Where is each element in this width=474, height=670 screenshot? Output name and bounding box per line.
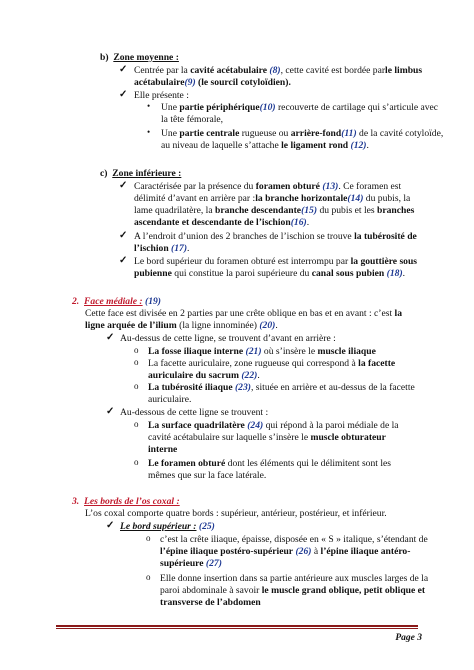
text: au niveau de laquelle s’attache [161, 140, 282, 151]
ref: (16) [290, 217, 307, 228]
section-c-heading [100, 168, 181, 179]
check-icon: ✓ [106, 520, 115, 531]
ref: (10) [259, 102, 276, 113]
fm-b3: interne [148, 444, 178, 455]
term: muscle iliaque [317, 346, 376, 357]
zi-line-7 [134, 256, 417, 267]
term: supérieure [160, 558, 204, 569]
text: recouverte de cartilage qui s’articule avec [275, 102, 439, 113]
page-number: Page 3 [395, 633, 422, 643]
fm-a5: auriculaire. [148, 394, 192, 405]
text: . [275, 320, 278, 331]
text: (la ligne innominée) [176, 320, 260, 331]
zi-line-2 [134, 193, 410, 204]
text: Centrée par la [134, 65, 191, 76]
text: cavité acétabulaire sur laquelle s’insère le [148, 432, 311, 443]
term: La fosse iliaque interne [148, 346, 244, 357]
text: lame quadrilatère, la [134, 205, 215, 216]
term: le ligament rond [281, 140, 349, 151]
text: Une [161, 128, 180, 139]
text: Caractérisée par la présence du [134, 181, 256, 192]
term: ligne arquée de l’ilium [85, 320, 177, 331]
ref: (26) [293, 546, 312, 557]
ref: (23) [232, 382, 251, 393]
term: la gouttière sous [350, 256, 418, 267]
zi-line-8 [134, 268, 405, 279]
ref: (18) [384, 268, 403, 279]
zm-line-7 [161, 140, 369, 151]
term: pubienne [134, 268, 172, 279]
section-3-number: 3. [72, 496, 80, 507]
term: partie périphérique [179, 102, 260, 113]
check-icon: ✓ [119, 64, 128, 75]
bullet-icon: • [147, 127, 151, 137]
term: la [394, 308, 402, 319]
term: (le sourcil cotyloïdien). [195, 77, 291, 88]
text: qui constitue la paroi supérieure du [171, 268, 312, 279]
section-b-label: b) [100, 52, 109, 63]
term: La tubérosité iliaque [148, 382, 233, 393]
fm-a2 [148, 358, 395, 369]
text: délimité d’avant en arrière par : [134, 193, 256, 204]
term: ascendante et descendante de l’ischion [134, 217, 291, 228]
text: Le bord supérieur du foramen obturé est interrompu par [134, 256, 351, 267]
term: cavité acétabulaire [190, 65, 268, 76]
section-b-title: Zone moyenne : [113, 52, 179, 63]
section-c-title: Zone inférieure : [112, 168, 182, 179]
fm-a3 [148, 370, 260, 381]
bords-c2 [160, 546, 410, 557]
zm-line-4 [161, 102, 438, 113]
text: qui répond à la paroi médiale de la [263, 420, 399, 431]
text: de la cavité cotyloïde, [356, 128, 444, 139]
footer-rule [56, 625, 418, 627]
check-icon: ✓ [119, 89, 128, 100]
zm-line-2 [134, 77, 291, 88]
ref: (8) [267, 65, 281, 76]
ref: (13) [319, 181, 339, 192]
section-3-title: Les bords de l’os coxal : [84, 496, 180, 507]
zi-line-3 [134, 205, 414, 216]
ref: (9) [184, 77, 196, 88]
section-c-label: c) [100, 168, 108, 179]
check-icon: ✓ [106, 406, 115, 417]
text: rugueuse ou [239, 128, 291, 139]
bord-superieur-title: Le bord supérieur : [120, 521, 197, 532]
circle-bullet-icon: o [134, 345, 139, 355]
section-2-heading [72, 296, 161, 307]
ref: (15) [301, 205, 318, 216]
text: du pubis, la [363, 193, 411, 204]
text: . [366, 140, 369, 151]
ref: (22) [238, 370, 258, 381]
term: l’épine iliaque antéro- [320, 546, 411, 557]
ref: (20) [259, 320, 276, 331]
zi-line-6 [134, 243, 189, 254]
circle-bullet-icon: o [146, 533, 151, 543]
bullet-icon: • [147, 101, 151, 111]
text: . [187, 243, 190, 254]
fm-b2 [148, 432, 386, 443]
circle-bullet-icon: o [146, 572, 151, 582]
ref: (12) [348, 140, 367, 151]
text: paroi abdominale à savoir [160, 585, 262, 596]
text: où s’insère le [261, 346, 318, 357]
term: l’épine iliaque postéro-supérieur [160, 546, 294, 557]
zm-line-1 [134, 65, 422, 76]
section-3-heading [72, 496, 180, 507]
zi-line-1 [134, 181, 401, 192]
text: . [257, 370, 260, 381]
term: branches [377, 205, 415, 216]
fm-para-2 [85, 320, 278, 331]
text: A l’endroit d’union des 2 branches de l’ischion se trouve [134, 231, 355, 242]
zi-line-4 [134, 217, 309, 228]
ref: (14) [347, 193, 364, 204]
bords-c3 [160, 558, 222, 569]
term: auriculaire du sacrum [148, 370, 239, 381]
ref: (21) [243, 346, 262, 357]
term: le muscle grand oblique, petit oblique et [261, 585, 426, 596]
text: . Ce foramen est [338, 181, 402, 192]
ref: (19) [142, 296, 161, 307]
term: La surface quadrilatère [148, 420, 245, 431]
term: la branche horizontale [255, 193, 348, 204]
text: , cette cavité est bordée par [280, 65, 386, 76]
check-icon: ✓ [106, 332, 115, 343]
fm-a1 [148, 346, 376, 357]
fm-below: Au-dessous de cette ligne se trouvent : [120, 407, 269, 418]
fm-b4 [148, 458, 391, 469]
term: foramen obturé [255, 181, 320, 192]
bords-intro: L’os coxal comporte quatre bords : supérieur, antérieur, postérieur, et inférieur. [85, 508, 387, 519]
footer-rule-thin [56, 628, 418, 629]
circle-bullet-icon: o [134, 357, 139, 367]
section-b-heading [100, 52, 179, 63]
text: . [402, 268, 406, 279]
ref: (25) [196, 521, 215, 532]
zi-line-5 [134, 231, 417, 242]
term: canal sous pubien [311, 268, 385, 279]
circle-bullet-icon: o [134, 457, 139, 467]
text: à [311, 546, 321, 557]
term: le limbus [385, 65, 423, 76]
term: branche descendante [214, 205, 302, 216]
ref: (17) [168, 243, 188, 254]
text: . [306, 217, 310, 228]
check-icon: ✓ [119, 230, 128, 241]
section-2-title: Face médiale : [84, 296, 143, 307]
text: Cette face est divisée en 2 parties par une crête oblique en bas et en avant : c’est [85, 308, 395, 319]
term: muscle obturateur [310, 432, 386, 443]
ref: (11) [341, 128, 357, 139]
circle-bullet-icon: o [134, 419, 139, 429]
bords-c1: c’est la crête iliaque, épaisse, disposée en « S » italique, s’étendant de [160, 534, 428, 545]
zm-line-5: la tête fémorale, [161, 114, 224, 125]
ref: (27) [203, 558, 222, 569]
check-icon: ✓ [119, 180, 128, 191]
ref: (24) [244, 420, 264, 431]
text: Une [161, 102, 180, 113]
bords-c6: transverse de l’abdomen [160, 597, 261, 608]
term: acétabulaire [134, 77, 185, 88]
fm-above: Au-dessus de cette ligne, se trouvent d’avant en arrière : [120, 333, 336, 344]
text: du pubis et les [317, 205, 378, 216]
check-icon: ✓ [119, 255, 128, 266]
fm-b1 [148, 420, 399, 431]
circle-bullet-icon: o [134, 381, 139, 391]
text: La facette auriculaire, zone rugueuse qui correspond à [148, 358, 359, 369]
fm-b5: mêmes que sur la face latérale. [148, 470, 267, 481]
bords-sub-heading [120, 521, 215, 532]
bords-c4: Elle donne insertion dans sa partie antérieure aux muscles larges de la [160, 573, 429, 584]
text: , située en arrière et au-dessus de la facette [250, 382, 415, 393]
term: l’ischion [134, 243, 169, 254]
term: la facette [358, 358, 396, 369]
fm-para-1 [85, 308, 402, 319]
term: arrière-fond [290, 128, 342, 139]
term: Le foramen obturé [148, 458, 226, 469]
section-2-number: 2. [72, 296, 80, 307]
term: la tubérosité de [354, 231, 417, 242]
text: dont les éléments qui le délimitent sont les [225, 458, 391, 469]
term: partie centrale [179, 128, 240, 139]
bords-c5 [160, 585, 425, 596]
zm-line-3: Elle présente : [134, 90, 189, 101]
zm-line-6 [161, 128, 443, 139]
fm-a4 [148, 382, 415, 393]
